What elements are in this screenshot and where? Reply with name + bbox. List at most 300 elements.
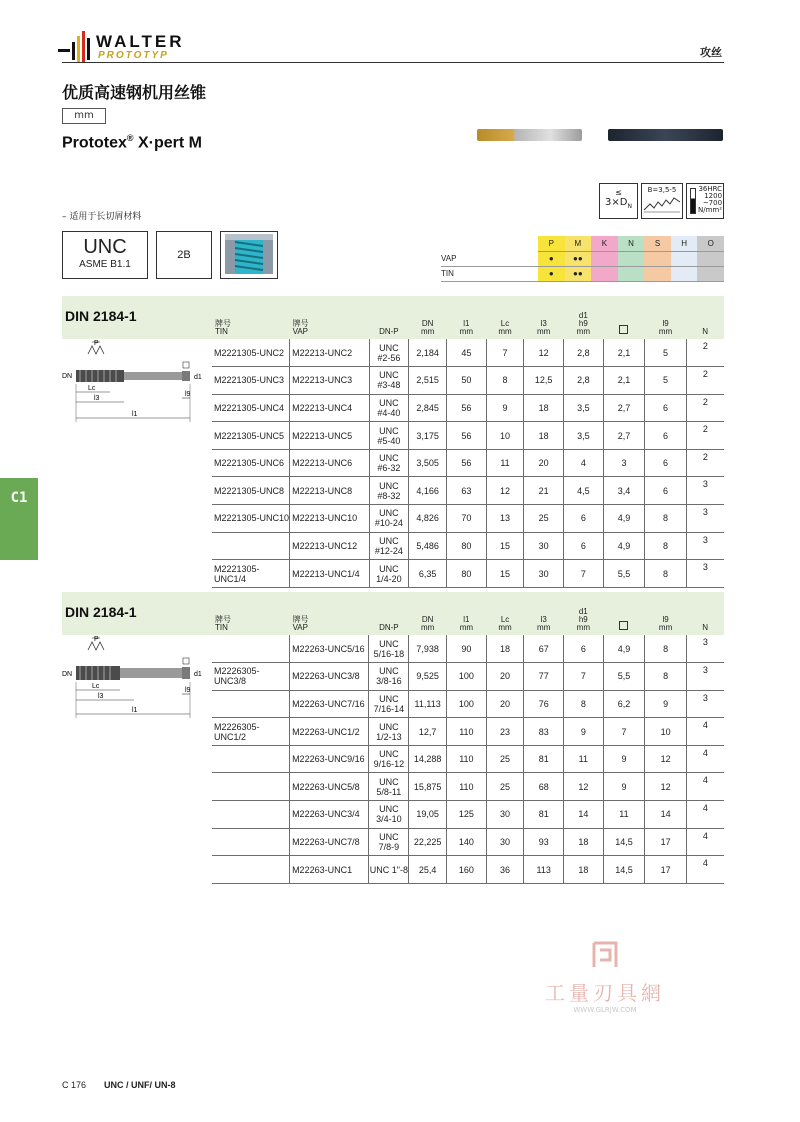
material-mark: ●: [538, 266, 565, 281]
cell-dn: 12,7: [409, 718, 447, 746]
cell-lc: 8: [486, 367, 524, 395]
material-mark: [591, 251, 618, 266]
table-row[interactable]: [212, 828, 724, 856]
cell-l1: 70: [447, 505, 487, 533]
cell-l9: 12: [645, 773, 687, 801]
cell-tin: [212, 635, 290, 663]
cell-l1: 140: [447, 828, 487, 856]
material-group-s: S: [644, 236, 671, 251]
cell-lc: 30: [486, 801, 524, 829]
cell-d1: 6: [564, 635, 604, 663]
col-header-d1: d1 h9 mm: [576, 311, 590, 336]
cell-dn: 15,875: [409, 773, 447, 801]
cell-dnp: UNC 9/16-12: [369, 745, 409, 773]
cell-vap: M22263-UNC7/16: [290, 690, 369, 718]
cell-dnp: UNC 3/4-10: [369, 801, 409, 829]
cell-tin: M2221305-UNC2: [212, 339, 290, 367]
cell-vap: M22213-UNC8: [290, 477, 369, 505]
cell-tin: [212, 856, 290, 884]
cell-l1: 110: [447, 745, 487, 773]
cell-l3: 30: [524, 532, 564, 560]
cell-l9: 12: [645, 745, 687, 773]
cell-d1: 4,5: [564, 477, 604, 505]
col-header-l3: l3 mm: [537, 615, 551, 632]
cell-l1: 100: [447, 690, 487, 718]
cell-sq: 5,5: [603, 560, 645, 588]
cell-dn: 25,4: [409, 856, 447, 884]
cell-vap: M22263-UNC7/8: [290, 828, 369, 856]
table-row[interactable]: [212, 663, 724, 691]
tap-tin-image: [477, 129, 582, 141]
cell-l9: 6: [645, 394, 687, 422]
diag-label-l9: l9: [185, 391, 191, 398]
cell-sq: 14,5: [603, 828, 645, 856]
cell-tin: M2221305-UNC8: [212, 477, 290, 505]
cell-d1: 12: [564, 773, 604, 801]
table-row[interactable]: [212, 690, 724, 718]
col-header-dn: DN mm: [420, 615, 435, 632]
cell-dn: 6,35: [409, 560, 447, 588]
material-mark: [618, 251, 645, 266]
cell-n: 2: [686, 394, 724, 422]
cell-sq: 14,5: [603, 856, 645, 884]
material-row: [441, 251, 724, 266]
cell-dnp: UNC 7/8-9: [369, 828, 409, 856]
cell-l3: 20: [524, 449, 564, 477]
tolerance-box: 2B: [156, 231, 212, 279]
cell-vap: M22263-UNC5/16: [290, 635, 369, 663]
cell-dn: 3,505: [409, 449, 447, 477]
col-header-d1: d1 h9 mm: [576, 607, 590, 632]
material-mark: ●●: [565, 266, 592, 281]
cell-dnp: UNC 5/16-18: [369, 635, 409, 663]
section-1-table: [212, 296, 724, 588]
cell-d1: 14: [564, 801, 604, 829]
table-row[interactable]: [212, 718, 724, 746]
cell-tin: M2226305-UNC1/2: [212, 718, 290, 746]
cell-dnp: UNC #5-40: [369, 422, 409, 450]
col-header-vap: 牌号 VAP: [292, 319, 309, 336]
material-mark: [644, 266, 671, 281]
cell-sq: 3,4: [603, 477, 645, 505]
cell-l3: 81: [524, 801, 564, 829]
table-row[interactable]: [212, 856, 724, 884]
material-row-label: TIN: [441, 266, 538, 281]
watermark: [530, 940, 680, 1014]
cell-l9: 8: [645, 635, 687, 663]
cell-vap: M22263-UNC3/4: [290, 801, 369, 829]
material-mark: [618, 266, 645, 281]
col-header-lc: Lc mm: [498, 319, 512, 336]
hardness-icon: 36HRC 1200 ~700 N/mm²: [686, 183, 724, 219]
cell-l3: 67: [524, 635, 564, 663]
cell-vap: M22213-UNC4: [290, 394, 369, 422]
cell-l9: 8: [645, 663, 687, 691]
cell-l3: 21: [524, 477, 564, 505]
cell-lc: 7: [486, 339, 524, 367]
cell-l1: 110: [447, 773, 487, 801]
brand-sub: PROTOTYP: [98, 50, 169, 61]
material-mark: ●: [538, 251, 565, 266]
cell-tin: [212, 745, 290, 773]
cell-dnp: UNC #10-24: [369, 505, 409, 533]
cell-vap: M22213-UNC12: [290, 532, 369, 560]
cell-tin: [212, 532, 290, 560]
material-grid-header: [441, 236, 724, 251]
tap-vap-image: [608, 129, 723, 141]
cell-lc: 20: [486, 663, 524, 691]
cell-l1: 56: [447, 394, 487, 422]
cell-sq: 2,1: [603, 367, 645, 395]
cell-sq: 7: [603, 718, 645, 746]
section-2-title: DIN 2184-1: [65, 604, 137, 620]
cell-n: 2: [686, 367, 724, 395]
cell-lc: 10: [486, 422, 524, 450]
cell-dn: 2,515: [409, 367, 447, 395]
diag-label-p: P: [94, 340, 99, 347]
diag-label-l1: l1: [132, 411, 138, 418]
cell-tin: M2226305-UNC3/8: [212, 663, 290, 691]
product-name: Prototex® X·pert M: [62, 133, 202, 152]
col-header-n: N: [702, 623, 709, 632]
col-header-vap: 牌号 VAP: [292, 615, 309, 632]
cell-vap: M22213-UNC3: [290, 367, 369, 395]
diag2-label-dn: DN: [62, 671, 73, 678]
diag2-label-lc: Lc: [92, 683, 100, 690]
table-row[interactable]: [212, 367, 724, 395]
cell-sq: 2,7: [603, 394, 645, 422]
cell-sq: 6,2: [603, 690, 645, 718]
cell-dnp: UNC 7/16-14: [369, 690, 409, 718]
cell-d1: 6: [564, 532, 604, 560]
material-group-h: H: [671, 236, 698, 251]
cell-lc: 25: [486, 745, 524, 773]
cell-l9: 6: [645, 449, 687, 477]
cell-dn: 3,175: [409, 422, 447, 450]
cell-l3: 18: [524, 422, 564, 450]
cell-vap: M22213-UNC2: [290, 339, 369, 367]
cell-n: 3: [686, 663, 724, 691]
cell-vap: M22213-UNC5: [290, 422, 369, 450]
material-grid: [441, 236, 724, 282]
col-header-l1: l1 mm: [459, 319, 473, 336]
material-group-p: P: [538, 236, 565, 251]
cell-sq: 4,9: [603, 505, 645, 533]
cell-l1: 100: [447, 663, 487, 691]
table-row[interactable]: [212, 745, 724, 773]
cell-lc: 12: [486, 477, 524, 505]
watermark-text: 工量刃具網: [545, 981, 665, 1005]
cell-l1: 80: [447, 560, 487, 588]
cell-lc: 30: [486, 828, 524, 856]
cell-tin: [212, 773, 290, 801]
usage-note: – 适用于长切屑材料: [62, 212, 142, 222]
walter-logo: [58, 30, 198, 66]
material-mark: [671, 251, 698, 266]
col-header-tin: 牌号 TIN: [215, 319, 231, 336]
cell-vap: M22263-UNC3/8: [290, 663, 369, 691]
material-mark: [697, 266, 724, 281]
chamfer-icon: B=3,5-5: [641, 183, 683, 219]
col-header-dn: DN mm: [420, 319, 435, 336]
col-header-dnp: DN-P: [379, 327, 399, 336]
cell-l3: 18: [524, 394, 564, 422]
watermark-url: WWW.GLRJW.COM: [573, 1006, 637, 1014]
cell-dnp: UNC #2-56: [369, 339, 409, 367]
section-1-title: DIN 2184-1: [65, 308, 137, 324]
cell-n: 4: [686, 801, 724, 829]
diag-label-d1: d1: [194, 374, 202, 381]
page-title: 优质高速钢机用丝锥: [62, 83, 207, 102]
cell-dnp: UNC 1"-8: [369, 856, 409, 884]
cell-dnp: UNC 1/4-20: [369, 560, 409, 588]
cell-dn: 2,845: [409, 394, 447, 422]
table-row[interactable]: [212, 449, 724, 477]
cell-l1: 110: [447, 718, 487, 746]
table-row[interactable]: [212, 635, 724, 663]
cell-n: 3: [686, 560, 724, 588]
cell-lc: 36: [486, 856, 524, 884]
tap-dimension-diagram: [62, 340, 207, 436]
cell-d1: 7: [564, 663, 604, 691]
diag-label-dn: DN: [62, 373, 73, 380]
table-row[interactable]: [212, 532, 724, 560]
cell-d1: 4: [564, 449, 604, 477]
material-mark: [671, 266, 698, 281]
cell-dnp: UNC 5/8-11: [369, 773, 409, 801]
cell-dnp: UNC #3-48: [369, 367, 409, 395]
cell-n: 4: [686, 718, 724, 746]
col-header-sq: [603, 592, 645, 635]
cell-lc: 18: [486, 635, 524, 663]
cell-sq: 9: [603, 745, 645, 773]
cell-dn: 4,166: [409, 477, 447, 505]
cell-tin: M2221305-UNC1/4: [212, 560, 290, 588]
cell-l1: 125: [447, 801, 487, 829]
cell-l3: 12: [524, 339, 564, 367]
cell-lc: 23: [486, 718, 524, 746]
cell-l9: 5: [645, 339, 687, 367]
diag-label-l3: l3: [94, 395, 100, 402]
watermark-logo-icon: [530, 940, 680, 977]
cell-sq: 9: [603, 773, 645, 801]
cell-d1: 11: [564, 745, 604, 773]
cell-lc: 15: [486, 560, 524, 588]
cell-lc: 25: [486, 773, 524, 801]
diag2-label-d1: d1: [194, 671, 202, 678]
cell-tin: M2221305-UNC6: [212, 449, 290, 477]
col-header-l3: l3 mm: [537, 319, 551, 336]
cell-l3: 81: [524, 745, 564, 773]
cell-dnp: UNC #12-24: [369, 532, 409, 560]
material-group-n: N: [618, 236, 645, 251]
section-2-table: [212, 592, 724, 884]
cell-dnp: UNC 3/8-16: [369, 663, 409, 691]
cell-lc: 13: [486, 505, 524, 533]
cell-n: 3: [686, 477, 724, 505]
cell-l1: 160: [447, 856, 487, 884]
cell-sq: 5,5: [603, 663, 645, 691]
cell-lc: 11: [486, 449, 524, 477]
cell-sq: 4,9: [603, 532, 645, 560]
cell-n: 2: [686, 339, 724, 367]
cell-l1: 50: [447, 367, 487, 395]
cell-l1: 45: [447, 339, 487, 367]
cell-vap: M22263-UNC9/16: [290, 745, 369, 773]
cell-d1: 3,5: [564, 422, 604, 450]
cell-l3: 93: [524, 828, 564, 856]
chamfer-profile-icon: [642, 194, 682, 214]
cell-l9: 17: [645, 856, 687, 884]
unit-box: mm: [62, 108, 106, 124]
table-row[interactable]: [212, 394, 724, 422]
cell-n: 3: [686, 635, 724, 663]
cell-vap: M22263-UNC1/2: [290, 718, 369, 746]
cell-l3: 83: [524, 718, 564, 746]
cell-n: 3: [686, 532, 724, 560]
material-mark: ●●: [565, 251, 592, 266]
thread-standard-box: UNC ASME B1.1: [62, 231, 148, 279]
cell-n: 4: [686, 745, 724, 773]
col-header-n: N: [702, 327, 709, 336]
cell-d1: 6: [564, 505, 604, 533]
col-header-l9: l9 mm: [658, 615, 673, 632]
table-row[interactable]: [212, 477, 724, 505]
cell-n: 3: [686, 690, 724, 718]
footer-text: UNC / UNF/ UN-8: [104, 1080, 176, 1090]
cell-n: 2: [686, 449, 724, 477]
cell-dn: 7,938: [409, 635, 447, 663]
logo-mark-icon: [58, 30, 96, 66]
material-group-o: O: [697, 236, 724, 251]
cell-d1: 7: [564, 560, 604, 588]
cell-dn: 4,826: [409, 505, 447, 533]
cell-tin: M2221305-UNC4: [212, 394, 290, 422]
cell-lc: 20: [486, 690, 524, 718]
cell-l9: 10: [645, 718, 687, 746]
cell-n: 2: [686, 422, 724, 450]
table-row[interactable]: [212, 773, 724, 801]
cell-l3: 113: [524, 856, 564, 884]
cell-l9: 17: [645, 828, 687, 856]
page-number: C 176: [62, 1080, 87, 1090]
chapter-tab[interactable]: C1: [0, 478, 38, 560]
square-shank-icon: [619, 621, 628, 630]
cell-n: 3: [686, 505, 724, 533]
cell-l9: 14: [645, 801, 687, 829]
thread-hole-icon: [220, 231, 278, 279]
cell-tin: M2221305-UNC5: [212, 422, 290, 450]
cell-l1: 63: [447, 477, 487, 505]
cell-sq: 3: [603, 449, 645, 477]
cell-l1: 90: [447, 635, 487, 663]
col-header-tin: 牌号 TIN: [215, 615, 231, 632]
cell-l3: 12,5: [524, 367, 564, 395]
cell-tin: M2221305-UNC10: [212, 505, 290, 533]
cell-l9: 8: [645, 560, 687, 588]
cell-tin: M2221305-UNC3: [212, 367, 290, 395]
table-row[interactable]: [212, 505, 724, 533]
cell-n: 4: [686, 773, 724, 801]
cell-d1: 9: [564, 718, 604, 746]
cell-vap: M22263-UNC1: [290, 856, 369, 884]
table-row[interactable]: [212, 801, 724, 829]
material-group-k: K: [591, 236, 618, 251]
cell-dn: 19,05: [409, 801, 447, 829]
cell-dn: 5,486: [409, 532, 447, 560]
cell-d1: 18: [564, 856, 604, 884]
cell-l1: 56: [447, 449, 487, 477]
diag-label-lc: Lc: [88, 385, 96, 392]
diag2-label-l9: l9: [185, 687, 191, 694]
col-header-lc: Lc mm: [498, 615, 512, 632]
cell-n: 4: [686, 856, 724, 884]
header-rule: [62, 62, 724, 63]
cell-dn: 11,113: [409, 690, 447, 718]
cell-dn: 9,525: [409, 663, 447, 691]
cell-l3: 30: [524, 560, 564, 588]
cell-lc: 9: [486, 394, 524, 422]
cell-l9: 6: [645, 477, 687, 505]
cell-sq: 4,9: [603, 635, 645, 663]
cell-d1: 2,8: [564, 339, 604, 367]
footer: [62, 1080, 176, 1090]
material-group-m: M: [565, 236, 592, 251]
square-shank-icon: [619, 325, 628, 334]
cell-vap: M22213-UNC1/4: [290, 560, 369, 588]
cell-n: 4: [686, 828, 724, 856]
cell-l9: 5: [645, 367, 687, 395]
cell-vap: M22213-UNC6: [290, 449, 369, 477]
cell-vap: M22263-UNC5/8: [290, 773, 369, 801]
diag2-label-l1: l1: [132, 707, 138, 714]
brand-name: WALTER: [96, 32, 185, 51]
cell-dn: 14,288: [409, 745, 447, 773]
cell-dnp: UNC #4-40: [369, 394, 409, 422]
cell-lc: 15: [486, 532, 524, 560]
material-row: [441, 266, 724, 281]
cell-sq: 11: [603, 801, 645, 829]
cell-d1: 18: [564, 828, 604, 856]
table-row[interactable]: [212, 422, 724, 450]
cell-tin: [212, 690, 290, 718]
section-2-header: [212, 592, 724, 635]
col-header-dnp: DN-P: [379, 623, 399, 632]
section-label: 攻丝: [700, 46, 722, 59]
cell-l1: 56: [447, 422, 487, 450]
cell-l3: 25: [524, 505, 564, 533]
material-mark: [697, 251, 724, 266]
table-row[interactable]: [212, 560, 724, 588]
cell-d1: 2,8: [564, 367, 604, 395]
cell-l3: 76: [524, 690, 564, 718]
material-mark: [644, 251, 671, 266]
table-row[interactable]: [212, 339, 724, 367]
cell-dn: 22,225: [409, 828, 447, 856]
material-mark: [591, 266, 618, 281]
section-1-header: [212, 296, 724, 339]
cell-tin: [212, 801, 290, 829]
material-row-label: VAP: [441, 251, 538, 266]
col-header-l9: l9 mm: [658, 319, 673, 336]
cell-l3: 77: [524, 663, 564, 691]
diag2-label-l3: l3: [98, 693, 104, 700]
cell-sq: 2,7: [603, 422, 645, 450]
cell-d1: 8: [564, 690, 604, 718]
cell-l3: 68: [524, 773, 564, 801]
cell-sq: 2,1: [603, 339, 645, 367]
col-header-l1: l1 mm: [459, 615, 474, 632]
